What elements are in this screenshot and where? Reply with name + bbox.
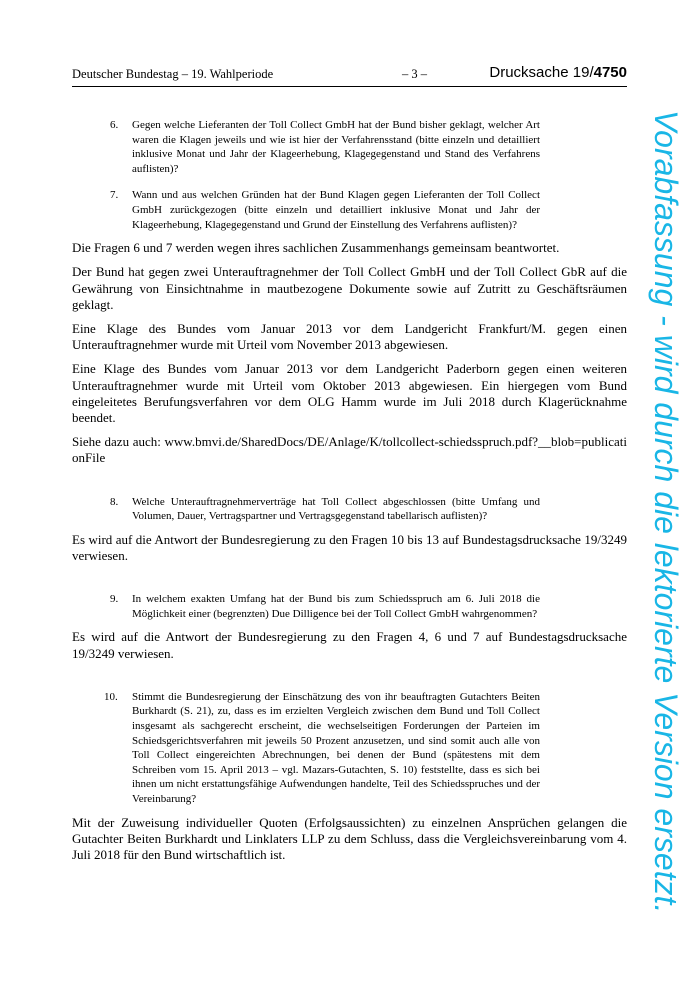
page-number: – 3 –	[402, 67, 427, 81]
header-divider	[72, 86, 627, 87]
drucksache-number	[489, 64, 627, 81]
answer-paragraph: Der Bund hat gegen zwei Unterauftragnehmer der Toll Collect GmbH und der Toll Collect GbR auf die Gewährung von Einsichtnahme in mautbezogene Dokumente sowie auf Zutritt zu Geschäftsräumen geklagt.	[72, 264, 627, 312]
question-number: 8.	[110, 495, 119, 508]
answer-paragraph: Eine Klage des Bundes vom Januar 2013 vor dem Landgericht Frankfurt/M. gegen einen Unterauftragnehmer wurde mit Urteil vom November 2013 abgewiesen.	[72, 320, 627, 353]
document-body	[72, 118, 627, 863]
question-9	[110, 592, 540, 621]
question-text: Gegen welche Lieferanten der Toll Collect GmbH hat der Bund bisher geklagt, welcher Art waren die Klagen jeweils und wie ist hier der Verfahrensstand (bitte einzeln und detailliert inklusive Monat und Jahr der Klageerhebung, Klagegegenstand und Stand des Verfahrens auflisten)?	[132, 119, 540, 175]
question-number: 10.	[104, 690, 118, 703]
question-10	[104, 690, 540, 807]
question-text: Wann und aus welchen Gründen hat der Bund Klagen gegen Lieferanten der Toll Collect GmbH zurückgezogen (bitte einzeln und detailliert inklusive Monat und Jahr der Klageerhebung, Klagegegenstand und Grund der Einstellung des Verfahrens auflisten)?	[132, 189, 540, 231]
question-number: 7.	[110, 189, 119, 202]
drucksache-period: 19/	[572, 64, 594, 81]
question-number: 6.	[110, 119, 119, 131]
answer-source-link: Siehe dazu auch: www.bmvi.de/SharedDocs/DE/Anlage/K/tollcollect-schiedsspruch.pdf?__blob=publicationFile	[72, 434, 627, 466]
watermark-text: Vorabfassung - wird durch die lektorierte Version ersetzt.	[648, 110, 684, 914]
question-number: 9.	[110, 593, 119, 606]
page-header	[72, 66, 627, 86]
drucksache-label: Drucksache	[489, 64, 569, 81]
question-7	[110, 188, 540, 232]
answer-paragraph: Es wird auf die Antwort der Bundesregierung zu den Fragen 10 bis 13 auf Bundestagsdrucksache 19/3249 verwiesen.	[72, 531, 627, 563]
drucksache-docno: 4750	[593, 64, 627, 81]
question-text: Stimmt die Bundesregierung der Einschätzung des von ihr beauftragten Gutachters Beiten Burkhardt (S. 21), zu, dass es im erzielten Vergleich zwischen dem Bund und Toll Collect insgesamt als sachgerecht erscheint, die wechselseitigen Forderungen der Parteien im Schiedsgerichtsverfahren mit jeweils 50 Prozent anzusetzen, und sind somit auch alle von Toll Collect eingereichten Abrechnungen, bei denen der Bund (spätestens mit dem Schreiben vom 15. April 2013 – vgl. Mazars-Gutachten, S. 10) feststellte, dass es sich bei ihnen um nicht erstattungsfähige Aufwendungen handelte, Teil des Schiedsspruches und der Vereinbarung?	[132, 690, 540, 805]
answer-paragraph: Die Fragen 6 und 7 werden wegen ihres sachlichen Zusammenhangs gemeinsam beantwortet.	[72, 240, 560, 256]
question-text: Welche Unterauftragnehmerverträge hat Toll Collect abgeschlossen (bitte Umfang und Volumen, Dauer, Vertragspartner und Vertragsgegenstand tabellarisch auflisten)?	[132, 495, 540, 523]
answer-paragraph: Eine Klage des Bundes vom Januar 2013 vor dem Landgericht Paderborn gegen einen weiteren Unterauftragnehmer wurde mit Urteil vom Oktober 2013 abgewiesen. Ein hiergegen vom Bund eingeleitetes Berufungsverfahren vor dem OLG Hamm wurde im Juli 2018 durch Klagerücknahme beendet.	[72, 361, 627, 425]
answer-paragraph: Es wird auf die Antwort der Bundesregierung zu den Fragen 4, 6 und 7 auf Bundestagsdrucksache 19/3249 verwiesen.	[72, 629, 627, 661]
question-text: In welchem exakten Umfang hat der Bund bis zum Schiedsspruch am 6. Juli 2018 die Möglichkeit einer (begrenzten) Due Dilligence bei der Toll Collect GmbH wahrgenommen?	[132, 593, 540, 620]
question-8	[110, 495, 540, 524]
question-6	[110, 118, 540, 176]
answer-paragraph: Mit der Zuweisung individueller Quoten (Erfolgsaussichten) zu einzelnen Ansprüchen gelangen die Gutachter Beiten Burkhardt und Linklaters LLP zu dem Schluss, dass die Vergleichsvereinbarung vom 4. Juli 2018 für den Bund wirtschaftlich ist.	[72, 814, 627, 862]
header-periode: Deutscher Bundestag – 19. Wahlperiode	[72, 67, 274, 81]
